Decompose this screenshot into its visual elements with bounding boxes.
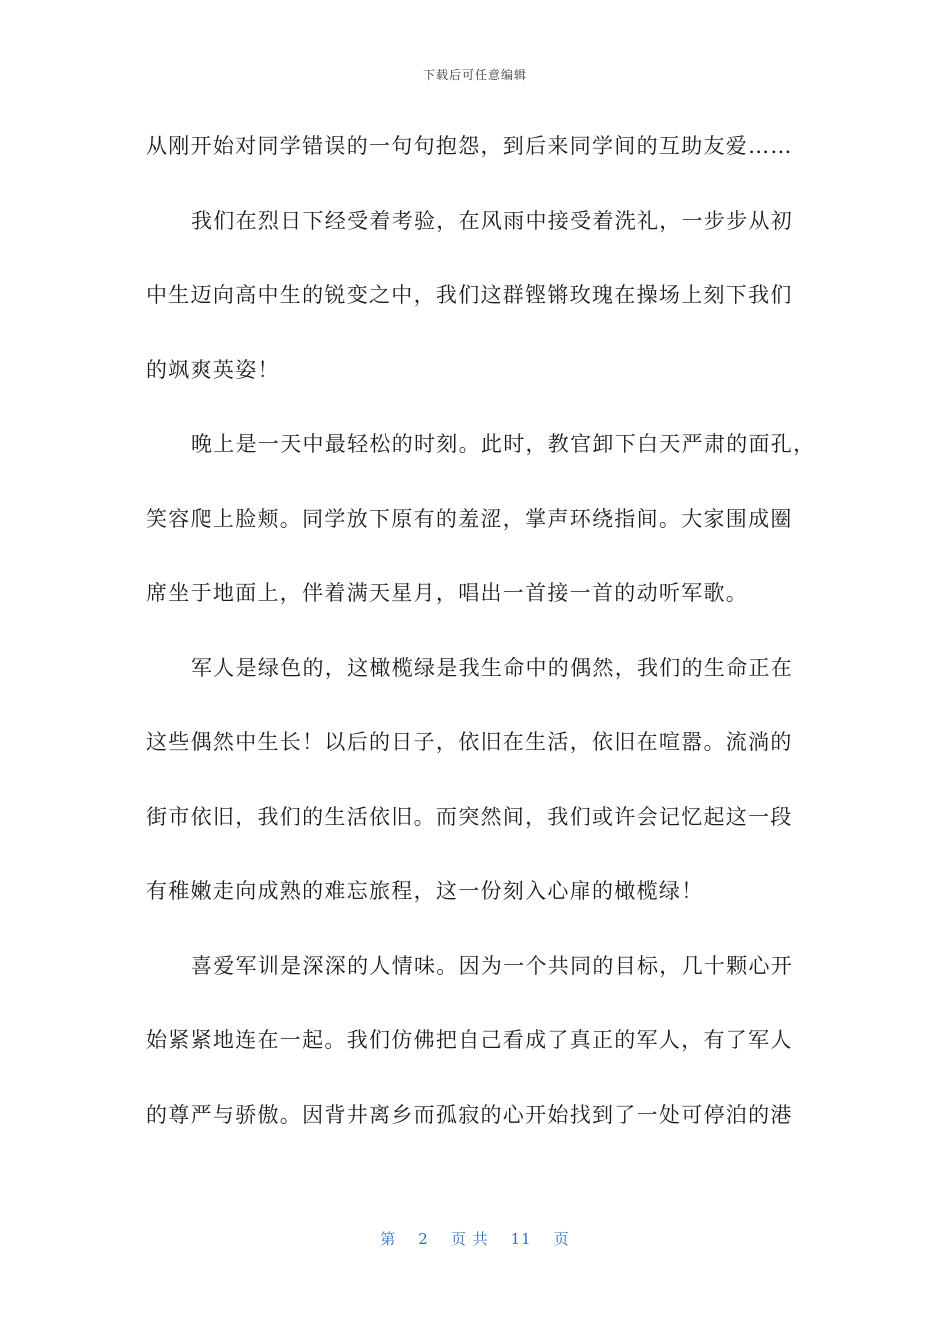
text-line: 军人是绿色的，这橄榄绿是我生命中的偶然，我们的生命正在: [191, 655, 794, 680]
text-line: 街市依旧，我们的生活依旧。而突然间，我们或许会记忆起这一段: [146, 804, 793, 829]
footer-suffix: 页: [553, 1230, 570, 1248]
header-note: 下载后可任意编辑: [422, 68, 527, 82]
page-footer: [0, 1228, 950, 1249]
footer-total-pages: 11: [510, 1230, 532, 1248]
text-line: 喜爱军训是深深的人情味。因为一个共同的目标，几十颗心开: [191, 953, 794, 978]
text-line: 我们在烈日下经受着考验，在风雨中接受着洗礼，一步步从初: [191, 208, 794, 233]
text-line: 的飒爽英姿！: [146, 357, 280, 382]
document-body: [146, 126, 816, 1169]
text-line: 中生迈向高中生的锐变之中，我们这群铿锵玫瑰在操场上刻下我们: [146, 283, 793, 307]
footer-page-number: 2: [418, 1230, 429, 1248]
text-line: 从刚开始对同学错误的一句句抱怨，到后来同学间的互助友爱……: [146, 134, 793, 158]
text-line: 笑容爬上脸颊。同学放下原有的羞涩，掌声环绕指间。大家围成圈: [146, 506, 793, 531]
text-line: 始紧紧地连在一起。我们仿佛把自己看成了真正的军人，有了军人: [146, 1028, 793, 1052]
text-line: 席坐于地面上，伴着满天星月，唱出一首接一首的动听军歌。: [146, 581, 749, 605]
footer-middle: 页 共: [450, 1230, 489, 1248]
text-line: 的尊严与骄傲。因背井离乡而孤寂的心开始找到了一处可停泊的港: [146, 1102, 793, 1127]
footer-prefix: 第: [380, 1230, 397, 1248]
text-line: 晚上是一天中最轻松的时刻。此时，教官卸下白天严肃的面孔，: [191, 432, 816, 456]
text-line: 有稚嫩走向成熟的难忘旅程，这一份刻入心扉的橄榄绿！: [146, 879, 704, 903]
text-line: 这些偶然中生长！以后的日子，依旧在生活，依旧在喧嚣。流淌的: [146, 730, 793, 754]
